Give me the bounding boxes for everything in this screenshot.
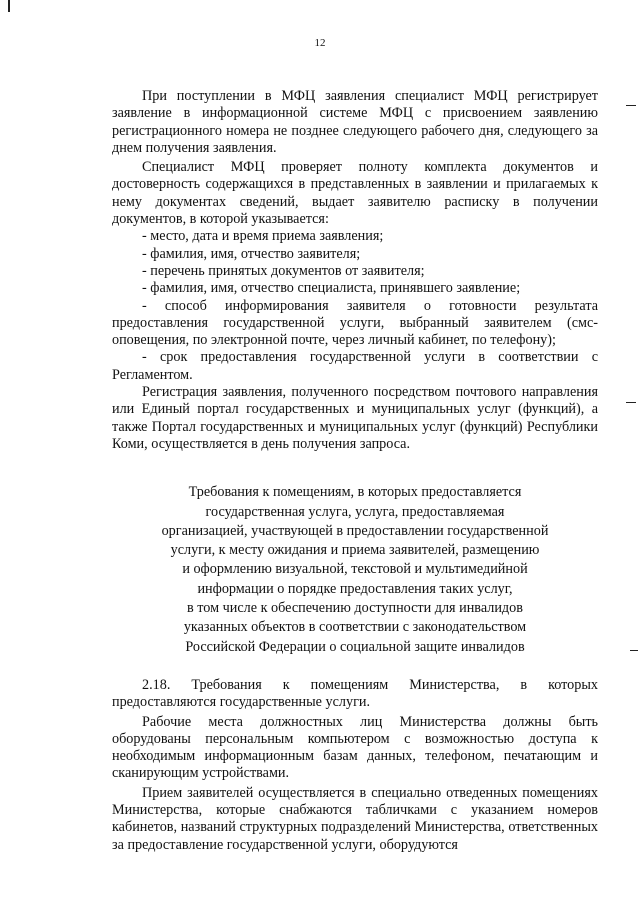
list-item: - перечень принятых документов от заявителя; [142,262,425,279]
paragraph-reception: Прием заявителей осуществляется в специально отведенных помещениях Министерства, которые снабжаются табличками с указанием номеров кабинетов, названий структурных подразделений Министерства, ответственных за предоставление государственной услуги, оборудуются [112,784,598,853]
list-item: - срок предоставления государственной услуги в соответствии с Регламентом. [112,349,598,383]
list-item: - способ информирования заявителя о готовности результата предоставления государственной услуги, выбранный заявителем (смс-оповещения, по электронной почте, через личный кабинет, по телефону); [112,297,598,349]
scan-mark-top-left [8,0,10,12]
paragraph-registration: Регистрация заявления, полученного посредством почтового направления или Единый портал государственных и муниципальных услуг (функций), а также Портал государственных и муниципальных услуг (функций) Республики Коми, осуществляется в день получения запроса. [112,384,598,452]
page-number: 12 [314,37,326,49]
paragraph-section-2-18: 2.18. Требования к помещениям Министерства, в которых предоставляются государственные услуги. [112,676,598,711]
section-heading: Требования к помещениям, в которых предоставляется государственная услуга, услуга, предоставляемая организацией, участвующей в предоставлении государственной услуги, к месту ожидания и приема заявителей, размещению и оформлению визуальной, текстовой и мультимедийной информации о порядке предоставления таких услуг, в том числе к обеспечению доступности для инвалидов указанных объектов в соответствии с законодательством Российской Федерации о социальной защите инвалидов [161,484,549,655]
scan-mark-right-1 [626,105,636,106]
paragraph-workplaces: Рабочие места должностных лиц Министерства должны быть оборудованы персональным компьютером с возможностью доступа к необходимым информационным базам данных, телефоном, печатающим и сканирующим устройствами. [112,713,598,782]
paragraph-mfc-check: Специалист МФЦ проверяет полноту комплекта документов и достоверность содержащихся в представленных в заявлении и прилагаемых к нему документах сведений, выдает заявителю расписку в получении документов, в которой указывается: [112,159,598,228]
list-item: - фамилия, имя, отчество специалиста, принявшего заявление; [142,280,521,297]
list-item: - фамилия, имя, отчество заявителя; [142,245,361,262]
scan-mark-right-2 [626,402,636,403]
paragraph-mfc-registration: При поступлении в МФЦ заявления специалист МФЦ регистрирует заявление в информационной системе МФЦ с присвоением заявлению регистрационного номера не позднее следующего рабочего дня, следующего за днем получения заявления. [112,88,598,156]
list-item: - место, дата и время приема заявления; [142,228,384,245]
scan-mark-right-3 [630,650,638,651]
document-body [112,88,598,854]
